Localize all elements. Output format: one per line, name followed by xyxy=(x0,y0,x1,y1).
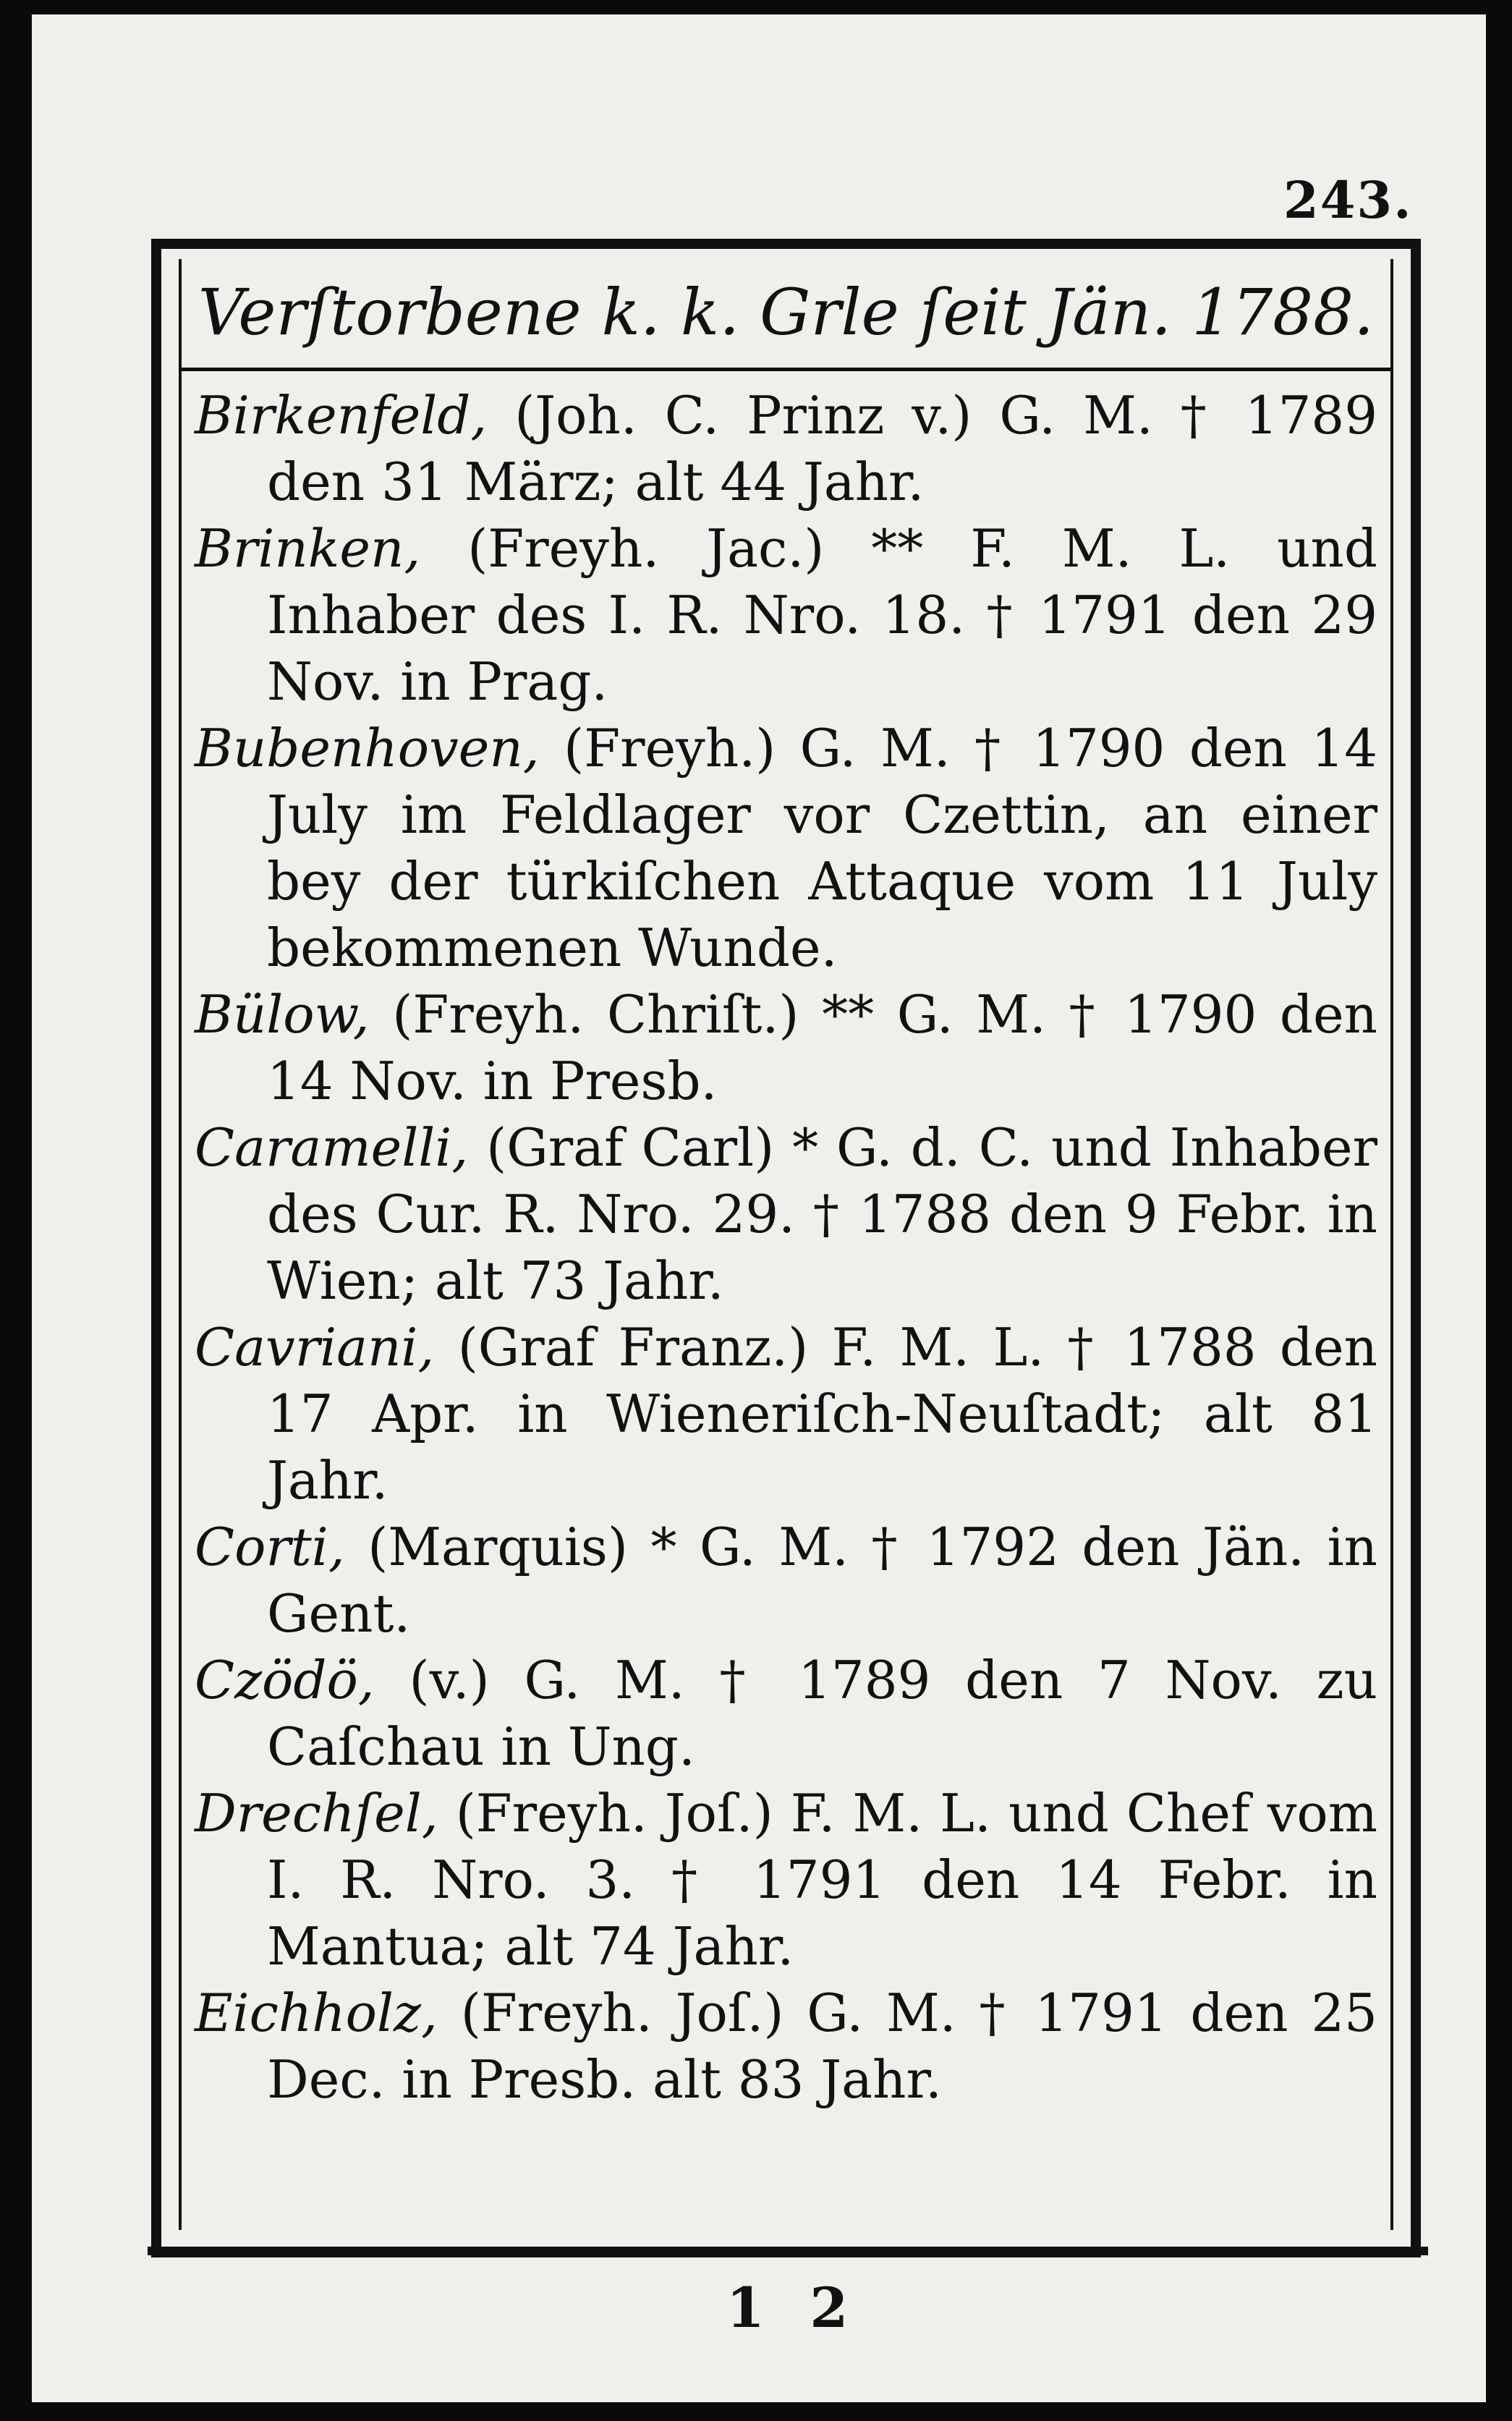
entry-name: Bülow, xyxy=(195,984,370,1045)
list-item xyxy=(195,515,1377,715)
bottom-rule xyxy=(148,2247,1428,2255)
list-item xyxy=(195,1980,1377,2113)
entry-name: Caramelli, xyxy=(195,1117,469,1178)
list-item xyxy=(195,382,1377,515)
list-item xyxy=(195,715,1377,981)
entry-text: (Freyh. Joſ.) G. M. † 1791 den 25 Dec. in Presb. alt 83 Jahr. xyxy=(267,1983,1377,2110)
entry-name: Czödö, xyxy=(195,1650,375,1710)
entry-text: (v.) G. M. † 1789 den 7 Nov. zu Caſchau in Ung. xyxy=(267,1650,1377,1777)
register-frame xyxy=(151,239,1421,2257)
entry-text: (Freyh.) G. M. † 1790 den 14 July im Feldlager vor Czettin, an einer bey der türkiſchen Attaque vom 11 July bekommenen Wunde. xyxy=(267,718,1377,978)
document-page xyxy=(32,14,1486,2402)
entry-text: (Freyh. Chriſt.) ** G. M. † 1790 den 14 Nov. in Presb. xyxy=(267,984,1377,1111)
list-item xyxy=(195,1514,1377,1647)
entry-name: Eichholz, xyxy=(195,1983,438,2043)
signature-mark: 1 2 xyxy=(726,2276,862,2340)
entry-text: (Graf Carl) * G. d. C. und Inhaber des Cur. R. Nro. 29. † 1788 den 9 Febr. in Wien; alt 73 Jahr. xyxy=(267,1117,1377,1311)
entry-name: Birkenfeld, xyxy=(195,385,488,446)
entry-name: Drechſel, xyxy=(195,1783,438,1844)
entry-text: (Freyh. Joſ.) F. M. L. und Chef vom I. R. Nro. 3. † 1791 den 14 Febr. in Mantua; alt 74 Jahr. xyxy=(267,1783,1377,1977)
entry-text: (Marquis) * G. M. † 1792 den Jän. in Gent. xyxy=(267,1517,1377,1644)
list-item xyxy=(195,1114,1377,1314)
entry-name: Cavriani, xyxy=(195,1317,435,1378)
list-item xyxy=(195,1780,1377,1980)
register-header xyxy=(182,259,1390,371)
list-item xyxy=(195,1314,1377,1514)
entry-text: (Freyh. Jac.) ** F. M. L. und Inhaber des I. R. Nro. 18. † 1791 den 29 Nov. in Prag. xyxy=(267,518,1377,712)
entry-text: (Joh. C. Prinz v.) G. M. † 1789 den 31 März; alt 44 Jahr. xyxy=(267,385,1377,512)
entry-text: (Graf Franz.) F. M. L. † 1788 den 17 Apr. in Wieneriſch-Neuſtadt; alt 81 Jahr. xyxy=(267,1317,1377,1511)
list-item xyxy=(195,1647,1377,1780)
entry-list xyxy=(195,382,1377,2113)
register-inner-frame xyxy=(179,259,1393,2230)
page-number: 243. xyxy=(1283,170,1413,230)
entry-name: Brinken, xyxy=(195,518,421,579)
list-item xyxy=(195,981,1377,1114)
entry-name: Corti, xyxy=(195,1517,345,1577)
entry-name: Bubenhoven, xyxy=(195,718,540,779)
register-title: Verſtorbene k. k. Grle ſeit Jän. 1788. xyxy=(198,275,1375,349)
